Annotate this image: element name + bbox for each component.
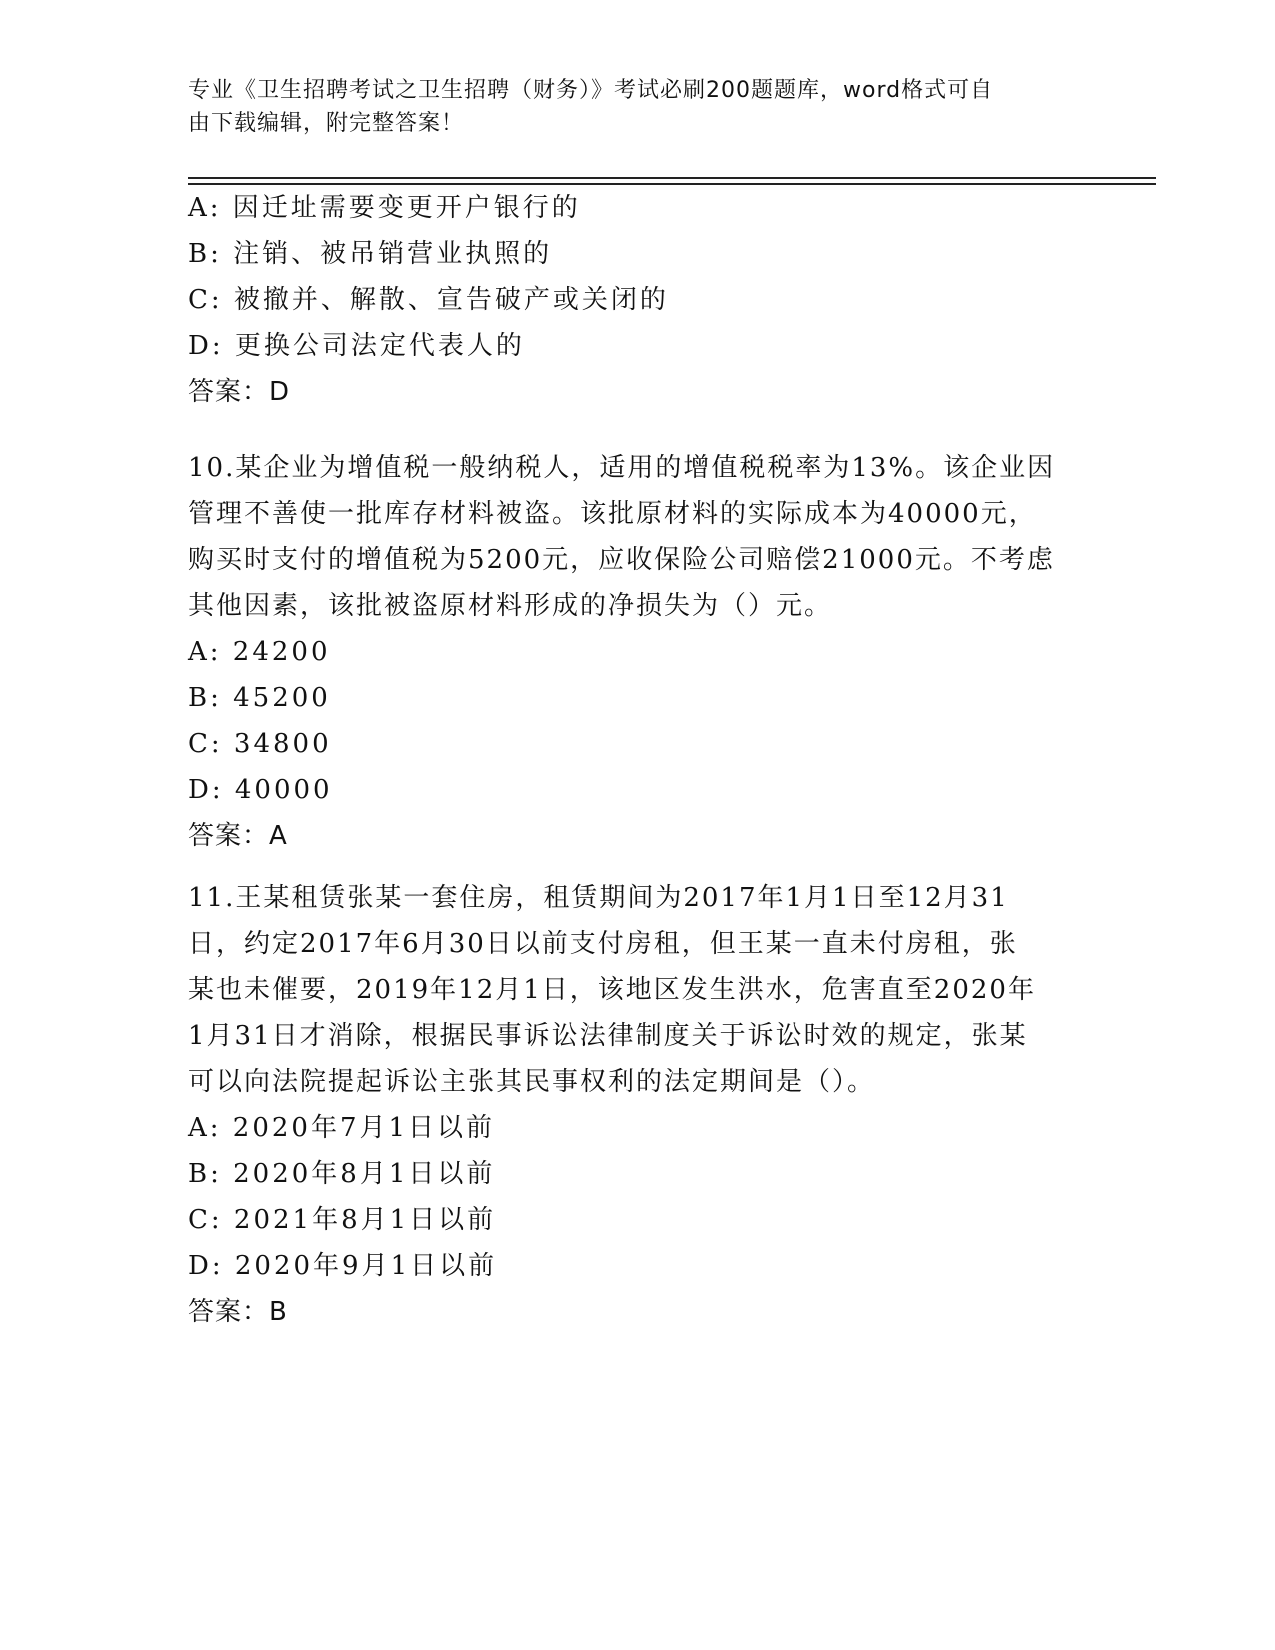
q10-answer: 答案：A [188,821,288,851]
q11-stem-line-1: 11.王某租赁张某一套住房，租赁期间为2017年1月1日至12月31 [188,883,1009,913]
q10-option-d: D: 40000 [188,775,333,805]
q11-stem-line-3: 某也未催要，2019年12月1日，该地区发生洪水，危害直至2020年 [188,975,1036,1005]
document-header [188,74,1068,140]
q11-answer: 答案：B [188,1297,288,1327]
q10-stem-line-2: 管理不善使一批库存材料被盗。该批原材料的实际成本为40000元， [188,499,1037,529]
q11-option-d: D: 2020年9月1日以前 [188,1251,498,1281]
q11-stem-line-2: 日，约定2017年6月30日以前支付房租，但王某一直未付房租，张 [188,929,1018,959]
q10-option-b: B: 45200 [188,683,331,713]
header-line-2: 由下载编辑，附完整答案！ [188,111,465,136]
header-line-1: 专业《卫生招聘考试之卫生招聘（财务）》考试必刷200题题库，word格式可自 [188,78,994,103]
q10-stem-line-3: 购买时支付的增值税为5200元，应收保险公司赔偿21000元。不考虑 [188,545,1055,575]
question-9-block [188,185,1088,415]
q11-stem-line-5: 可以向法院提起诉讼主张其民事权利的法定期间是（）。 [188,1067,876,1097]
q10-stem-line-4: 其他因素，该批被盗原材料形成的净损失为（）元。 [188,591,833,621]
q11-option-a: A: 2020年7月1日以前 [188,1113,496,1143]
q10-option-a: A: 24200 [188,637,331,667]
question-10-block [188,445,1088,859]
q9-option-a: A: 因迁址需要变更开户银行的 [188,193,581,223]
header-divider-top [188,177,1156,179]
q9-option-b: B: 注销、被吊销营业执照的 [188,239,553,269]
q9-option-c: C: 被撤并、解散、宣告破产或关闭的 [188,285,669,315]
q9-answer: 答案：D [188,377,291,407]
q11-option-c: C: 2021年8月1日以前 [188,1205,497,1235]
q11-stem [188,875,1078,1105]
question-11-block [188,875,1088,1335]
q10-stem [188,445,1078,629]
q11-stem-line-4: 1月31日才消除，根据民事诉讼法律制度关于诉讼时效的规定，张某 [188,1021,1028,1051]
q10-stem-line-1: 10.某企业为增值税一般纳税人，适用的增值税税率为13%。该企业因 [188,453,1056,483]
q9-option-d: D: 更换公司法定代表人的 [188,331,525,361]
q10-option-c: C: 34800 [188,729,332,759]
q11-option-b: B: 2020年8月1日以前 [188,1159,496,1189]
